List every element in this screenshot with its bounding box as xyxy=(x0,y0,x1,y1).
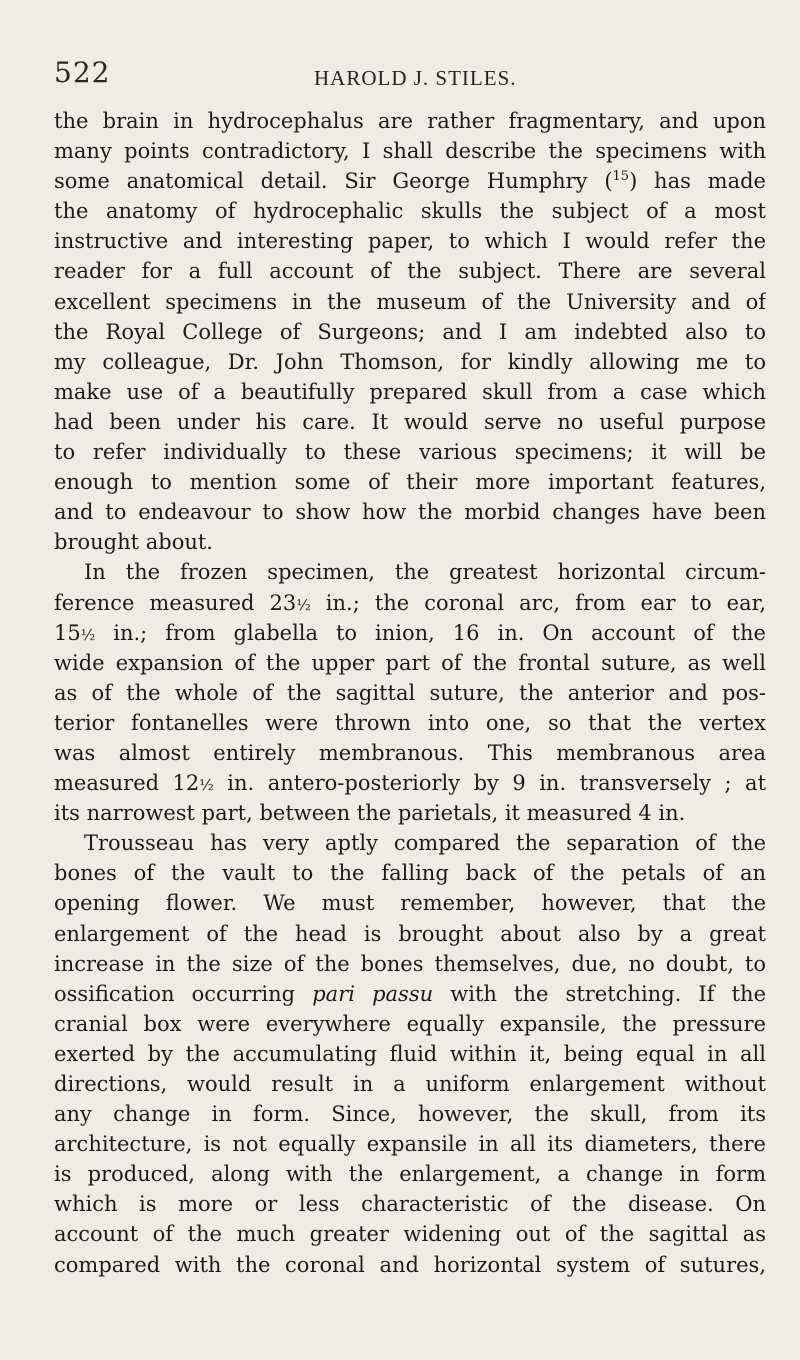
text-line: the brain in hydrocephalus are rather fragmentary, and upon xyxy=(54,109,766,133)
text-line: instructive and interesting paper, to which I would refer the xyxy=(54,229,766,254)
text-line: any change in form. Since, however, the skull, from its xyxy=(54,1102,766,1127)
text-line: bones of the vault to the falling back of the petals of an xyxy=(54,861,766,886)
text-line: directions, would result in a uniform enlargement without xyxy=(54,1072,766,1096)
text-line: terior fontanelles were thrown into one, so that the vertex xyxy=(54,710,766,735)
text-line: excellent specimens in the museum of the University and of xyxy=(54,289,766,314)
text-line: reader for a full account of the subject. There are several xyxy=(54,259,766,284)
text-segment: ference measured 23 xyxy=(54,590,297,615)
text-line: wide expansion of the upper part of the frontal suture, as well xyxy=(54,650,766,675)
text-line: Trousseau has very aptly compared the separation of the xyxy=(84,831,766,856)
text-line: architecture, is not equally expansile in all its diameters, there xyxy=(54,1132,766,1157)
text-segment: in. antero-posteriorly by 9 in. transversely ; at xyxy=(213,771,766,796)
text-segment: measured 12 xyxy=(54,771,200,796)
text-line: compared with the coronal and horizontal system of sutures, xyxy=(54,1252,766,1277)
running-title: HAROLD J. STILES. xyxy=(314,66,517,90)
text-line: is produced, along with the enlargement, a change in form xyxy=(54,1162,766,1187)
text-line: account of the much greater widening out of the sagittal as xyxy=(54,1222,766,1247)
text-line: the anatomy of hydrocephalic skulls the subject of a most xyxy=(54,199,766,224)
text-line: enlargement of the head is brought about also by a great xyxy=(54,921,766,946)
text-line: was almost entirely membranous. This membranous area xyxy=(54,740,766,765)
text-segment: ossification occurring xyxy=(54,981,313,1006)
latin-phrase: pari passu xyxy=(312,981,434,1006)
text-line xyxy=(54,588,766,618)
text-line: brought about. xyxy=(54,530,213,555)
text-line: many points contradictory, I shall describe the specimens with xyxy=(54,139,766,164)
text-segment: in.; the coronal arc, from ear to ear, xyxy=(310,590,766,615)
text-line: In the frozen specimen, the greatest horizontal circum- xyxy=(84,560,766,585)
text-line xyxy=(54,979,766,1009)
body-text xyxy=(54,106,766,1280)
text-line: to refer individually to these various specimens; it will be xyxy=(54,440,766,465)
text-segment: some anatomical detail. Sir George Humphry ( xyxy=(54,169,613,194)
text-line: which is more or less characteristic of the disease. On xyxy=(54,1192,766,1217)
text-segment: 15 xyxy=(54,620,81,645)
fraction-half: ½ xyxy=(296,595,311,614)
text-line: the Royal College of Surgeons; and I am indebted also to xyxy=(54,319,766,344)
text-line: my colleague, Dr. John Thomson, for kindly allowing me to xyxy=(54,349,766,374)
page-number: 522 xyxy=(54,56,111,89)
text-segment: ) has made xyxy=(629,169,766,194)
text-line: increase in the size of the bones themselves, due, no doubt, to xyxy=(54,951,766,976)
text-segment: in.; from glabella to inion, 16 in. On account of the xyxy=(95,620,766,645)
text-line xyxy=(54,166,766,196)
text-line: exerted by the accumulating fluid within it, being equal in all xyxy=(54,1041,766,1066)
text-line: cranial box were everywhere equally expansile, the pressure xyxy=(54,1011,766,1036)
text-line: make use of a beautifully prepared skull from a case which xyxy=(54,379,766,404)
text-line: enough to mention some of their more important features, xyxy=(54,470,766,495)
text-line: as of the whole of the sagittal suture, the anterior and pos- xyxy=(54,680,766,705)
running-head xyxy=(54,56,750,90)
fraction-half: ½ xyxy=(199,776,214,795)
text-line: and to endeavour to show how the morbid changes have been xyxy=(54,500,766,525)
text-line: had been under his care. It would serve no useful purpose xyxy=(54,409,766,434)
fraction-half: ½ xyxy=(80,625,96,644)
text-line: its narrowest part, between the parietals, it measured 4 in. xyxy=(54,801,686,826)
text-segment: with the stretching. If the xyxy=(433,981,766,1006)
text-line xyxy=(54,768,766,798)
text-line: opening flower. We must remember, however, that the xyxy=(54,891,766,916)
reference-number: 15 xyxy=(612,169,630,185)
text-line xyxy=(54,618,766,648)
